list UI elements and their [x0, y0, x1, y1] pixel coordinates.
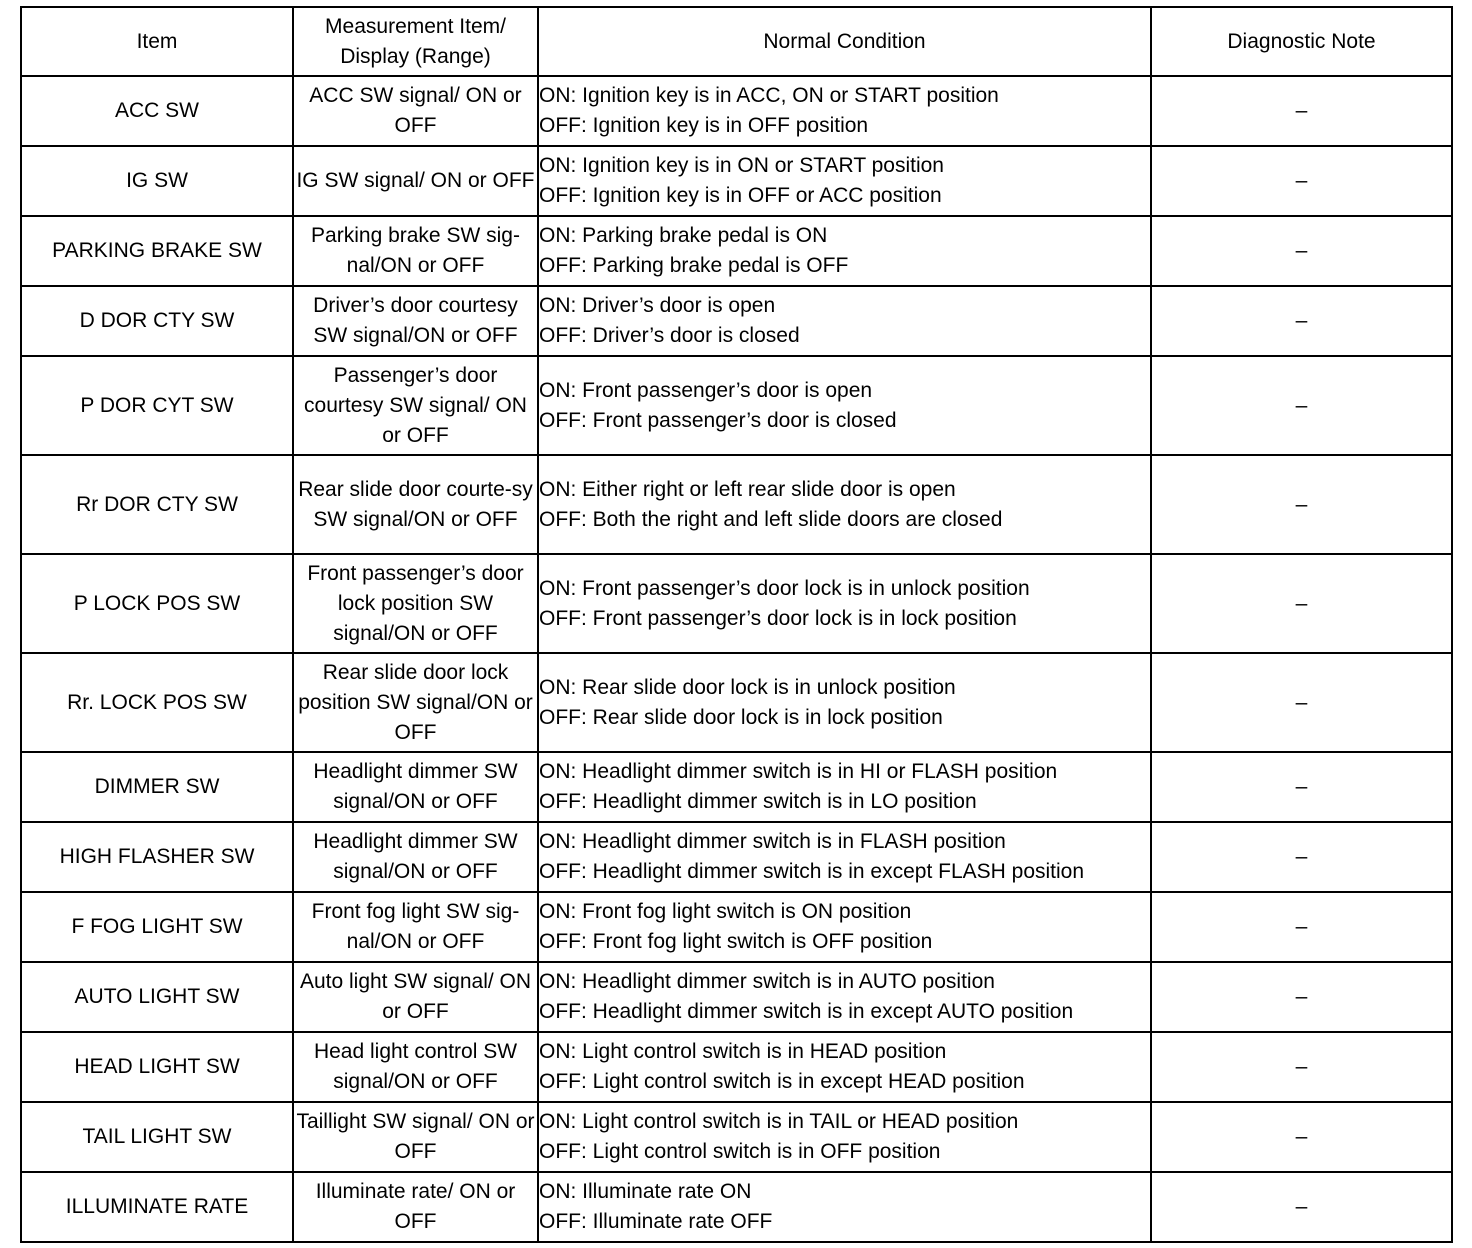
header-measurement-line1: Measurement Item/	[325, 14, 506, 38]
item-cell: D DOR CTY SW	[21, 286, 293, 356]
header-measurement-line2: Display (Range)	[340, 44, 491, 68]
normal-condition-cell	[538, 1032, 1151, 1102]
off-condition: OFF: Parking brake pedal is OFF	[539, 254, 849, 277]
diagnostic-note-cell: –	[1151, 962, 1452, 1032]
normal-condition-cell	[538, 962, 1151, 1032]
on-condition: ON: Front passenger’s door lock is in unlock position	[539, 576, 1030, 600]
diagnostic-note-cell: –	[1151, 752, 1452, 822]
diagnostic-note-cell: –	[1151, 554, 1452, 653]
item-cell: Rr DOR CTY SW	[21, 455, 293, 554]
on-condition: ON: Parking brake pedal is ON	[539, 224, 828, 247]
diagnostic-note-cell: –	[1151, 286, 1452, 356]
header-row	[21, 7, 1452, 76]
off-condition: OFF: Light control switch is in OFF position	[539, 1140, 941, 1163]
table-row	[21, 554, 1452, 653]
header-diagnostic-note: Diagnostic Note	[1151, 7, 1452, 76]
item-cell: Rr. LOCK POS SW	[21, 653, 293, 752]
on-condition: ON: Ignition key is in ON or START position	[539, 154, 944, 177]
item-cell: HIGH FLASHER SW	[21, 822, 293, 892]
header-normal-condition: Normal Condition	[538, 7, 1151, 76]
table-row	[21, 653, 1452, 752]
table-row	[21, 146, 1452, 216]
item-cell: DIMMER SW	[21, 752, 293, 822]
normal-condition-cell	[538, 653, 1151, 752]
item-cell: P DOR CYT SW	[21, 356, 293, 455]
on-condition: ON: Illuminate rate ON	[539, 1180, 752, 1203]
diagnostic-note-cell: –	[1151, 76, 1452, 146]
normal-condition-cell	[538, 146, 1151, 216]
off-condition: OFF: Ignition key is in OFF or ACC position	[539, 184, 942, 207]
table-row	[21, 216, 1452, 286]
normal-condition-cell	[538, 752, 1151, 822]
table-row	[21, 1102, 1452, 1172]
normal-condition-cell	[538, 216, 1151, 286]
item-cell: ACC SW	[21, 76, 293, 146]
normal-condition-cell	[538, 286, 1151, 356]
measurement-cell: Front fog light SW sig-nal/ON or OFF	[293, 892, 538, 962]
diagnostic-note-cell: –	[1151, 146, 1452, 216]
diagnostic-note-cell: –	[1151, 216, 1452, 286]
diagnostic-note-cell: –	[1151, 892, 1452, 962]
measurement-cell: Rear slide door lock position SW signal/ON or OFF	[293, 653, 538, 752]
diagnostic-note-cell: –	[1151, 455, 1452, 554]
diagnostic-note-cell: –	[1151, 356, 1452, 455]
item-cell: AUTO LIGHT SW	[21, 962, 293, 1032]
measurement-cell: Taillight SW signal/ ON or OFF	[293, 1102, 538, 1172]
on-condition: ON: Ignition key is in ACC, ON or START position	[539, 84, 999, 107]
off-condition: OFF: Front passenger’s door lock is in lock position	[539, 606, 1017, 630]
item-cell: PARKING BRAKE SW	[21, 216, 293, 286]
diagnostic-note-cell: –	[1151, 822, 1452, 892]
measurement-cell: Headlight dimmer SW signal/ON or OFF	[293, 822, 538, 892]
off-condition: OFF: Headlight dimmer switch is in LO position	[539, 790, 977, 813]
normal-condition-cell	[538, 356, 1151, 455]
table-row	[21, 822, 1452, 892]
table-row	[21, 76, 1452, 146]
diagnostic-table	[20, 6, 1453, 1243]
measurement-cell: Illuminate rate/ ON or OFF	[293, 1172, 538, 1242]
off-condition: OFF: Both the right and left slide doors are closed	[539, 507, 1003, 531]
off-condition: OFF: Light control switch is in except HEAD position	[539, 1070, 1025, 1093]
off-condition: OFF: Front passenger’s door is closed	[539, 408, 897, 432]
normal-condition-cell	[538, 1102, 1151, 1172]
measurement-cell: Passenger’s door courtesy SW signal/ ON or OFF	[293, 356, 538, 455]
table-row	[21, 892, 1452, 962]
table-row	[21, 286, 1452, 356]
header-measurement	[293, 7, 538, 76]
off-condition: OFF: Illuminate rate OFF	[539, 1210, 773, 1233]
diagnostic-note-cell: –	[1151, 653, 1452, 752]
item-cell: ILLUMINATE RATE	[21, 1172, 293, 1242]
table-row	[21, 356, 1452, 455]
measurement-cell: ACC SW signal/ ON or OFF	[293, 76, 538, 146]
on-condition: ON: Rear slide door lock is in unlock position	[539, 675, 956, 699]
measurement-cell: IG SW signal/ ON or OFF	[293, 146, 538, 216]
item-cell: F FOG LIGHT SW	[21, 892, 293, 962]
table-row	[21, 1172, 1452, 1242]
on-condition: ON: Headlight dimmer switch is in FLASH position	[539, 830, 1006, 853]
item-cell: TAIL LIGHT SW	[21, 1102, 293, 1172]
normal-condition-cell	[538, 822, 1151, 892]
measurement-cell: Parking brake SW sig-nal/ON or OFF	[293, 216, 538, 286]
normal-condition-cell	[538, 455, 1151, 554]
normal-condition-cell	[538, 892, 1151, 962]
on-condition: ON: Light control switch is in TAIL or HEAD position	[539, 1110, 1019, 1133]
on-condition: ON: Headlight dimmer switch is in HI or FLASH position	[539, 760, 1058, 783]
table-row	[21, 455, 1452, 554]
table-row	[21, 1032, 1452, 1102]
on-condition: ON: Driver’s door is open	[539, 294, 776, 317]
normal-condition-cell	[538, 76, 1151, 146]
diagnostic-note-cell: –	[1151, 1172, 1452, 1242]
measurement-cell: Driver’s door courtesy SW signal/ON or OFF	[293, 286, 538, 356]
diagnostic-note-cell: –	[1151, 1032, 1452, 1102]
measurement-cell: Auto light SW signal/ ON or OFF	[293, 962, 538, 1032]
off-condition: OFF: Front fog light switch is OFF position	[539, 930, 933, 953]
on-condition: ON: Headlight dimmer switch is in AUTO position	[539, 970, 995, 993]
on-condition: ON: Front fog light switch is ON position	[539, 900, 912, 923]
item-cell: P LOCK POS SW	[21, 554, 293, 653]
diagnostic-note-cell: –	[1151, 1102, 1452, 1172]
normal-condition-cell	[538, 554, 1151, 653]
off-condition: OFF: Headlight dimmer switch is in except AUTO position	[539, 1000, 1074, 1023]
measurement-cell: Front passenger’s door lock position SW signal/ON or OFF	[293, 554, 538, 653]
normal-condition-cell	[538, 1172, 1151, 1242]
off-condition: OFF: Rear slide door lock is in lock position	[539, 705, 943, 729]
measurement-cell: Headlight dimmer SW signal/ON or OFF	[293, 752, 538, 822]
item-cell: HEAD LIGHT SW	[21, 1032, 293, 1102]
table-row	[21, 962, 1452, 1032]
item-cell: IG SW	[21, 146, 293, 216]
header-item: Item	[21, 7, 293, 76]
measurement-cell: Head light control SW signal/ON or OFF	[293, 1032, 538, 1102]
off-condition: OFF: Ignition key is in OFF position	[539, 114, 869, 137]
off-condition: OFF: Driver’s door is closed	[539, 324, 800, 347]
table-row	[21, 752, 1452, 822]
on-condition: ON: Light control switch is in HEAD position	[539, 1040, 947, 1063]
measurement-cell: Rear slide door courte-sy SW signal/ON or OFF	[293, 455, 538, 554]
on-condition: ON: Front passenger’s door is open	[539, 378, 873, 402]
off-condition: OFF: Headlight dimmer switch is in except FLASH position	[539, 860, 1085, 883]
on-condition: ON: Either right or left rear slide door is open	[539, 477, 956, 501]
